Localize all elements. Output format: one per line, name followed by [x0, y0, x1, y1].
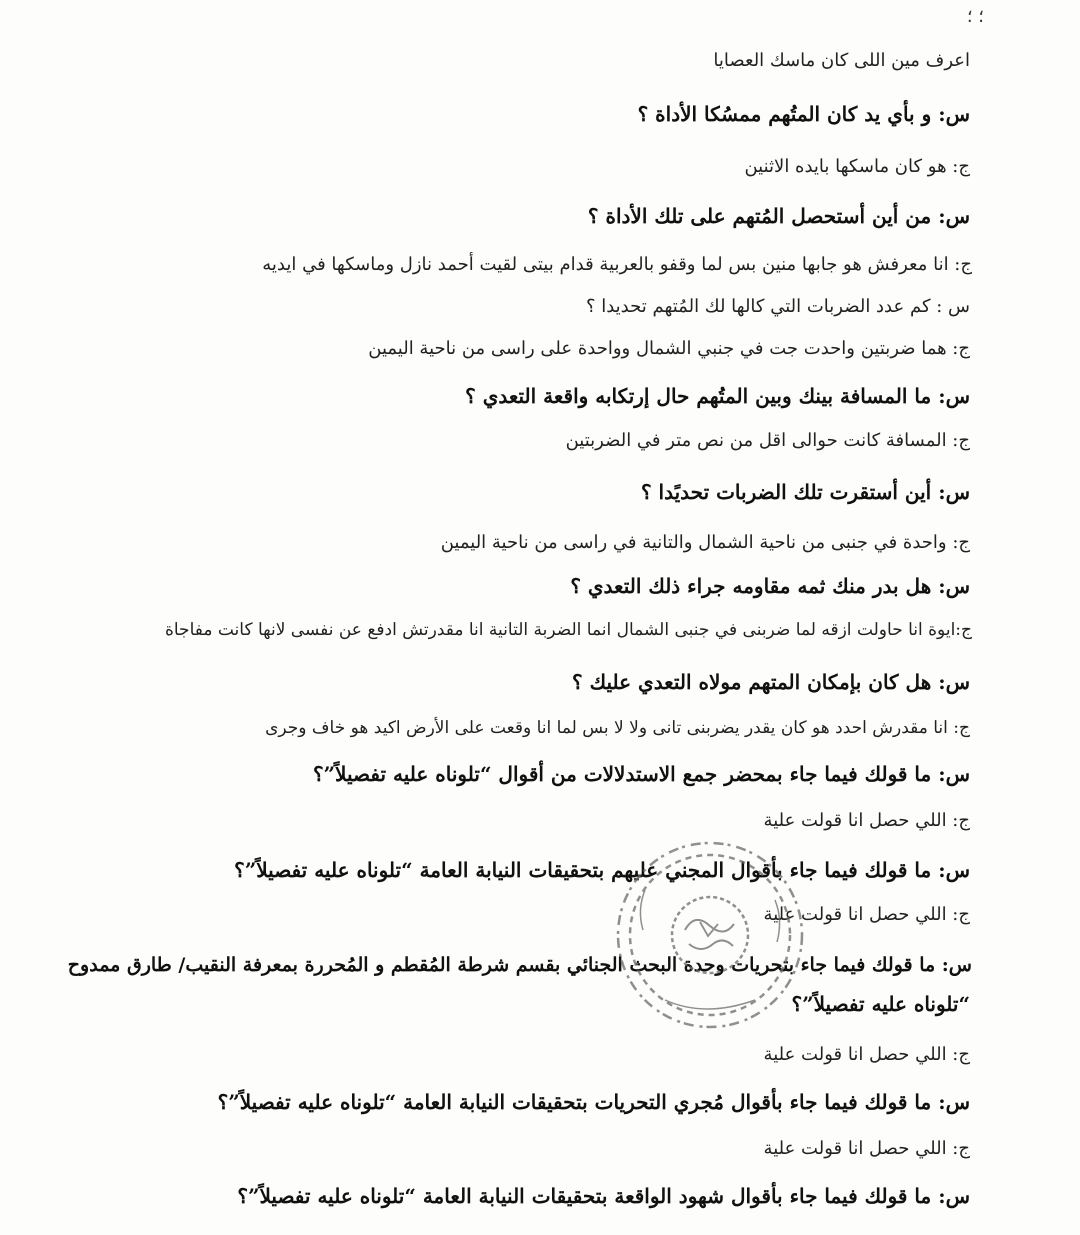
- question-line: س: هل بدر منك ثمه مقاومه جراء ذلك التعدي ؟: [570, 574, 970, 598]
- line-intro: اعرف مين اللى كان ماسك العصايا: [713, 50, 970, 71]
- official-seal-icon: [605, 830, 815, 1040]
- answer-line: ج: اللي حصل انا قولت علية: [763, 904, 970, 925]
- answer-line: ج:ايوة انا حاولت ازقه لما ضربنى في جنبى الشمال انما الضربة التانية انا مقدرتش ادفع عن نفسى لانها كانت مفاجاة: [164, 620, 972, 640]
- answer-line: ج: اللي حصل انا قولت علية: [763, 810, 970, 831]
- answer-line: ج: واحدة في جنبى من ناحية الشمال والتانية في راسى من ناحية اليمين: [440, 532, 970, 553]
- question-line: س : كم عدد الضربات التي كالها لك المُتهم تحديدا ؟: [585, 296, 970, 317]
- answer-line: ج: المسافة كانت حوالى اقل من نص متر في الضربتين: [565, 430, 970, 451]
- question-line: س: هل كان بإمكان المتهم مولاه التعدي عليك ؟: [572, 670, 970, 694]
- question-line: س: ما قولك فيما جاء بتحريات وحدة البحث الجنائي بقسم شرطة المُقطم و المُحررة بمعرفة النقيب/ طارق ممدوح: [67, 954, 972, 976]
- question-line: س: ما قولك فيما جاء بمحضر جمع الاستدلالات من أقوال “تلوناه عليه تفصيلاً”؟: [312, 762, 970, 786]
- question-line: س: و بأي يد كان المتُهم ممسُكا الأداة ؟: [637, 102, 970, 126]
- question-line: س: ما قولك فيما جاء بأقوال مُجري التحريات بتحقيقات النيابة العامة “تلوناه عليه تفصيلاً”؟: [217, 1090, 970, 1114]
- question-line: س: ما المسافة بينك وبين المتُهم حال إرتكابه واقعة التعدي ؟: [465, 384, 970, 408]
- answer-line: ج: اللي حصل انا قولت علية: [763, 1138, 970, 1159]
- question-line: س: أين أستقرت تلك الضربات تحديًدا ؟: [640, 480, 970, 504]
- answer-line: ج: انا معرفش هو جابها منين بس لما وقفو بالعربية قدام بيتى لقيت أحمد نازل وماسكها في ايديه: [262, 254, 972, 275]
- corner-mark: ؛ ؛: [966, 6, 984, 27]
- question-line: س: من أين أستحصل المُتهم على تلك الأداة ؟: [587, 204, 970, 228]
- answer-line: ج: اللي حصل انا قولت علية: [763, 1044, 970, 1065]
- question-line: س: ما قولك فيما جاء بأقوال شهود الواقعة بتحقيقات النيابة العامة “تلوناه عليه تفصيلاً”؟: [237, 1184, 970, 1208]
- question-line: س: ما قولك فيما جاء بأقوال المجني عليهم بتحقيقات النيابة العامة “تلوناه عليه تفصيلاً”؟: [234, 858, 970, 882]
- answer-line: ج: انا مقدرش احدد هو كان يقدر يضربنى تانى ولا لا بس لما انا وقعت على الأرض اكيد هو خاف وجرى: [265, 718, 970, 738]
- answer-line: ج: هو كان ماسكها بايده الاثنين: [744, 156, 970, 177]
- answer-line: ج: هما ضربتين واحدت جت في جنبي الشمال وواحدة على راسى من ناحية اليمين: [368, 338, 970, 359]
- question-line-continued: “تلوناه عليه تفصيلاً”؟: [791, 992, 970, 1016]
